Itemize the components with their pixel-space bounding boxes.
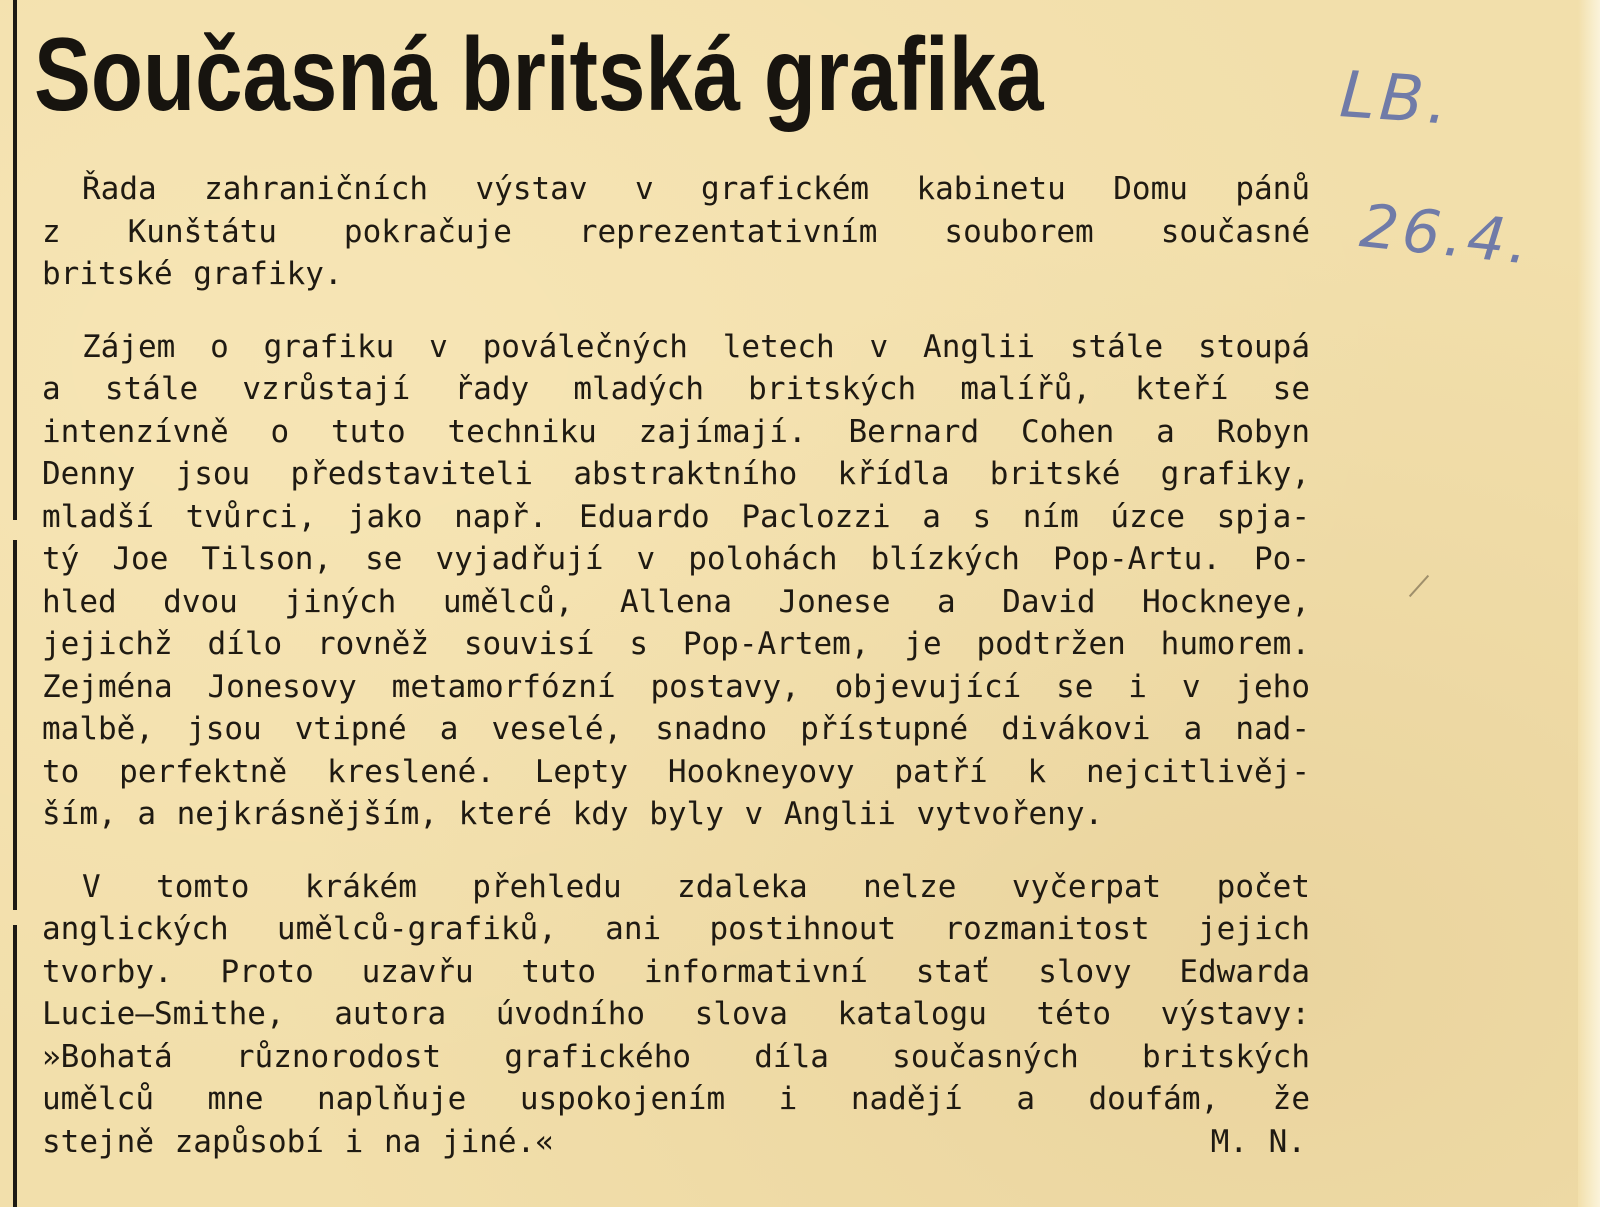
- text-line: mladší tvůrci, jako např. Eduardo Paclozzi a s ním úzce spja-: [42, 498, 1310, 535]
- paragraph-2: [42, 326, 1310, 836]
- text-line: britské grafiky.: [42, 256, 343, 292]
- text-line: Zejména Jonesovy metamorfózní postavy, objevující se i v jeho: [42, 668, 1310, 705]
- paragraph-3: [42, 866, 1310, 1164]
- article-body: [42, 168, 1310, 1163]
- margin-rule: [13, 540, 17, 910]
- text-line: malbě, jsou vtipné a veselé, snadno přístupné divákovi a nad-: [42, 711, 1310, 747]
- closing-line-row: [42, 1121, 1310, 1164]
- text-line: stejně zapůsobí i na jiné.«: [42, 1123, 554, 1160]
- text-line: z Kunštátu pokračuje reprezentativním souborem současné: [42, 213, 1310, 250]
- text-line: ším, a nejkrásnějším, které kdy byly v Anglii vytvořeny.: [42, 796, 1104, 832]
- handwritten-date: 26.4.: [1356, 191, 1536, 279]
- text-line: tý Joe Tilson, se vyjadřují v polohách blízkých Pop-Artu. Po-: [42, 541, 1310, 577]
- text-line: »Bohatá různorodost grafického díla současných britských: [42, 1038, 1310, 1075]
- margin-rule: [13, 925, 17, 1207]
- margin-rule: [13, 0, 17, 520]
- paragraph-gap: [42, 296, 1310, 326]
- text-line: jejichž dílo rovněž souvisí s Pop-Artem, je podtržen humorem.: [42, 626, 1310, 662]
- text-line: V tomto krákém přehledu zdaleka nelze vyčerpat počet: [82, 868, 1310, 905]
- text-line: hled dvou jiných umělců, Allena Jonese a David Hockneye,: [42, 583, 1310, 620]
- text-line: a stále vzrůstají řady mladých britských malířů, kteří se: [42, 371, 1310, 407]
- text-line: Lucie—Smithe, autora úvodního slova katalogu této výstavy:: [42, 996, 1310, 1032]
- text-line: to perfektně kreslené. Lepty Hookneyovy patří k nejcitlivěj-: [42, 753, 1310, 790]
- paragraph-1: [42, 168, 1310, 296]
- clipping-right-edge: [1578, 0, 1600, 1207]
- text-line: Řada zahraničních výstav v grafickém kabinetu Domu pánů: [82, 171, 1310, 207]
- text-line: Zájem o grafiku v poválečných letech v Anglii stále stoupá: [82, 328, 1310, 365]
- author-signature: M. N.: [1210, 1123, 1306, 1160]
- text-line: tvorby. Proto uzavřu tuto informativní stať slovy Edwarda: [42, 953, 1310, 990]
- text-line: intenzívně o tuto techniku zajímají. Bernard Cohen a Robyn: [42, 413, 1310, 450]
- article-headline: Současná britská grafika: [34, 17, 1044, 133]
- text-line: umělců mne naplňuje uspokojením i nadějí a doufám, že: [42, 1081, 1310, 1117]
- handwritten-initials: LB.: [1337, 58, 1455, 140]
- pencil-mark: [1409, 575, 1429, 597]
- paragraph-gap: [42, 836, 1310, 866]
- text-line: Denny jsou představiteli abstraktního křídla britské grafiky,: [42, 456, 1310, 492]
- text-line: anglických umělců-grafiků, ani postihnout rozmanitost jejich: [42, 911, 1310, 947]
